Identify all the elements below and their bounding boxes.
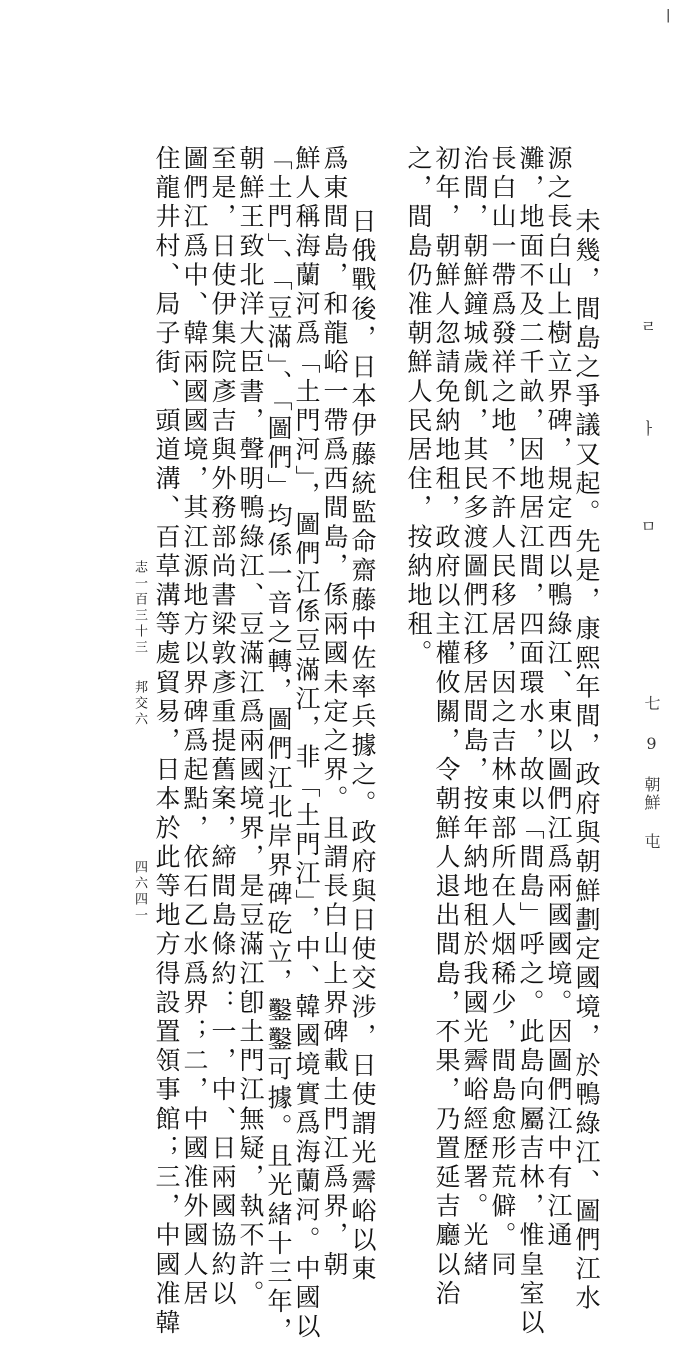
footer-section: 邦交六 bbox=[132, 680, 147, 728]
text-column-7: 之，間島仍准朝鮮人民居住，按納地租。 bbox=[404, 145, 433, 669]
text-column-15: 住龍井村、局子街、頭道溝、百草溝等處貿易，日本於此等地方得設置領事館；三，中國准韓 bbox=[152, 145, 181, 1339]
text-column-5: 治間，朝鮮鐘城歲飢，其民多渡圖們江移居間島，按年納地租於我國光霽峪經歷署。光緒 bbox=[460, 145, 489, 1280]
margin-mark-2: ㅏ bbox=[638, 420, 657, 438]
text-column-8: 日俄戰後，日本伊藤統監命齋藤中佐率兵據之。政府與日使交涉，日使謂光霽峪以東 bbox=[348, 208, 377, 1285]
text-column-14: 圖們江爲中、韓兩國國境，其江源地方以界碑爲起點，依石乙水爲界；二，中國准外國人居 bbox=[180, 145, 209, 1309]
text-column-1: 未幾，間島之爭議又起。先是，康熙年間，政府與朝鮮劃定國境，於鴨綠江、圖們江水 bbox=[572, 208, 601, 1314]
margin-mark-3: ㅁ bbox=[638, 518, 657, 536]
margin-mark-1: ㄹ bbox=[638, 318, 657, 336]
text-column-6: 初年，朝鮮人忽請免納地租，政府以主權攸關，令朝鮮人退出間島，不果，乃置延吉廳以治 bbox=[432, 145, 461, 1309]
text-column-13: 至是，日使伊集院彥吉與外務部尚書梁敦彥重提舊案，締間島條約：一，中、日兩國協約以 bbox=[208, 145, 237, 1309]
text-column-2: 源之長白山上樹立界碑，規定西以鴨綠江、東以圖們江爲兩國國境。因圖們江中有江通 bbox=[544, 145, 573, 1251]
text-column-4: 長白山一帶爲發祥之地，不許人民移居，因之吉林東部所在人烟稀少，間島愈形荒僻。同 bbox=[488, 145, 517, 1280]
text-column-10: 鮮人稱海蘭河爲「土門河」，圖們江係豆滿江，非「土門江」，中、韓國境實爲海蘭河。中國以 bbox=[292, 145, 321, 1343]
footer-volume: 志一百三十三 bbox=[132, 560, 147, 656]
text-column-3: 灘，地面不及二千畝，因地居江間，四面環水，故以「間島」呼之。此島向屬吉林，惟皇室以 bbox=[516, 145, 545, 1339]
text-column-9: 爲東間島，和龍峪一帶爲西間島，係兩國未定之界。且謂長白山上界碑載土門江爲界，朝 bbox=[320, 145, 349, 1280]
footer-page-number: 四六四一 bbox=[132, 860, 147, 924]
text-column-12: 朝鮮王致北洋大臣書，聲明鴨綠江、豆滿江爲兩國境界，是豆滿江卽土門江無疑，執不許。 bbox=[236, 145, 265, 1309]
corner-tick-icon: | bbox=[666, 8, 671, 23]
text-column-11: 「土門」、「豆滿」、「圖們」均係一音之轉，圖們江北岸界碑矻立，鑿鑿可據。且光緒十三年， bbox=[264, 145, 293, 1346]
margin-mark-4: 七 9 朝鮮 屯 bbox=[642, 695, 661, 851]
